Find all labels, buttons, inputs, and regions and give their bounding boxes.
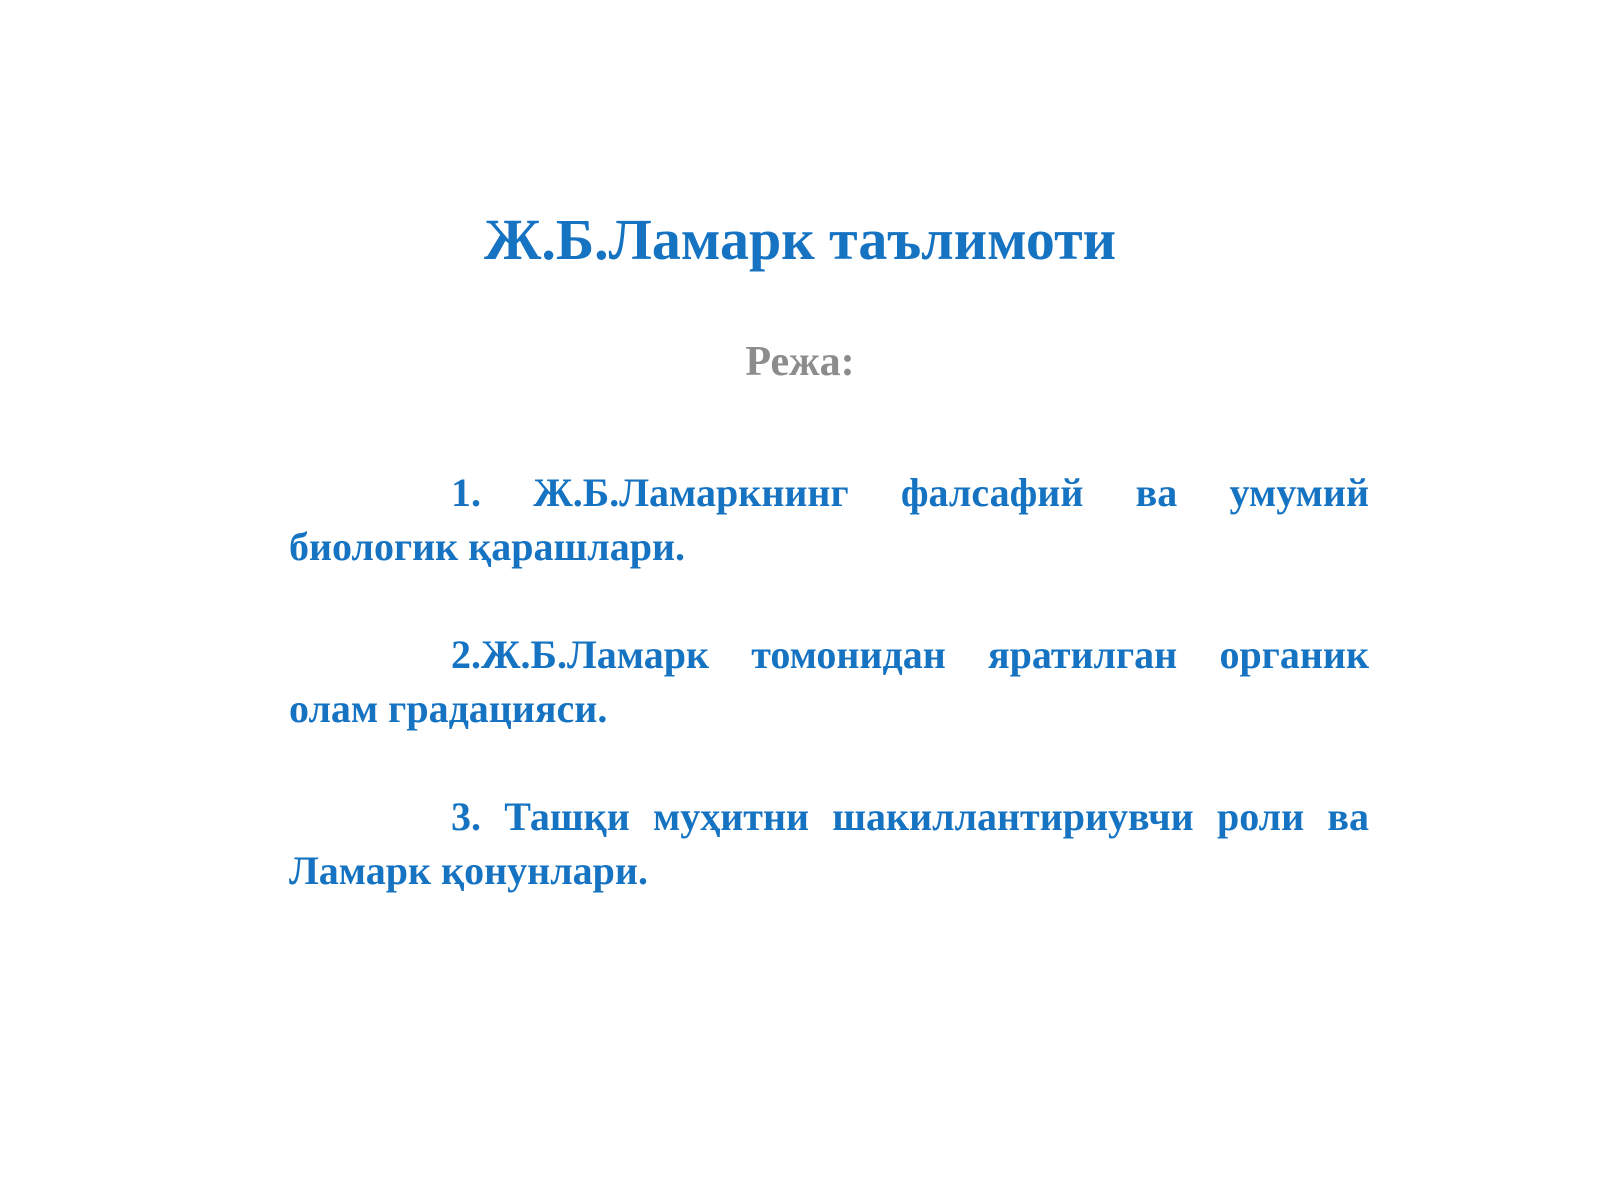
slide-title: Ж.Б.Ламарк таълимоти <box>483 207 1117 272</box>
plan-item-1: 1. Ж.Б.Ламаркнинг фалсафий ва умумий биологик қарашлари. <box>289 470 1369 569</box>
plan-heading: Режа: <box>745 339 855 385</box>
plan-list <box>289 466 1369 952</box>
plan-item-3: 3. Ташқи муҳитни шакиллантириувчи роли ва Ламарк қонунлари. <box>289 794 1369 893</box>
plan-item-2: 2.Ж.Б.Ламарк томонидан яратилган органик олам градацияси. <box>289 632 1369 731</box>
